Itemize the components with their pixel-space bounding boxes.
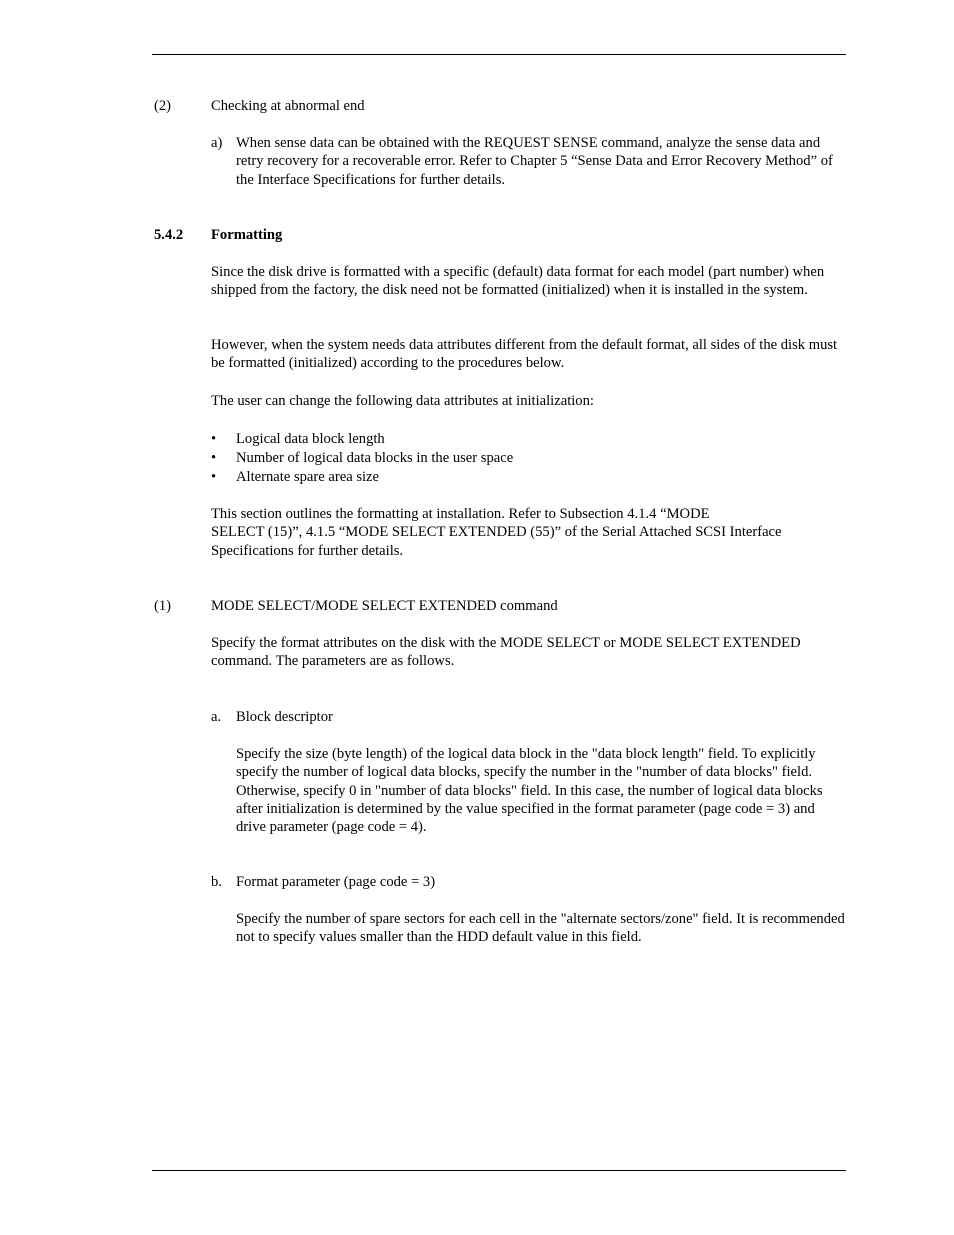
formatting-paragraph-4 [211, 505, 847, 560]
section-1-item-b-text: Specify the number of spare sectors for each cell in the "alternate sectors/zone" field. It is recommended not to specify values smaller than the HDD default value in this field. [236, 911, 845, 946]
section-1-paragraph: Specify the format attributes on the disk with the MODE SELECT or MODE SELECT EXTENDED command. The parameters are as follows. [211, 635, 801, 670]
formatting-paragraph-4-line-1: This section outlines the formatting at installation. Refer to Subsection 4.1.4 “MODE [211, 506, 710, 522]
section-2-number: (2) [154, 98, 172, 114]
section-1-item-b-label: b. [211, 874, 222, 890]
section-2-item-a-text: When sense data can be obtained with the REQUEST SENSE command, analyze the sense data and retry recovery for a recoverable error. Refer to Chapter 5 “Sense Data and Error Recovery Method” of the Interface Specifications for further details. [236, 135, 833, 188]
footer-rule [152, 1170, 846, 1171]
header-rule [152, 54, 846, 55]
bullet-item-3: Alternate spare area size [236, 469, 380, 485]
formatting-paragraph-3: The user can change the following data attributes at initialization: [211, 393, 594, 409]
section-542-title: Formatting [211, 227, 283, 243]
bullet-icon: • [211, 469, 217, 485]
bullet-icon: • [211, 431, 217, 447]
section-542-number: 5.4.2 [154, 227, 184, 243]
formatting-paragraph-4-rest: SELECT (15)”, 4.1.5 “MODE SELECT EXTENDED (55)” of the Serial Attached SCSI Interface Specifications for further details. [211, 524, 782, 559]
section-1-item-b-heading: Format parameter (page code = 3) [236, 874, 436, 890]
bullet-item-1: Logical data block length [236, 431, 385, 447]
section-1-heading: MODE SELECT/MODE SELECT EXTENDED command [211, 598, 558, 614]
section-2-item-a-label: a) [211, 135, 223, 151]
formatting-paragraph-2: However, when the system needs data attributes different from the default format, all sides of the disk must be formatted (initialized) according to the procedures below. [211, 337, 838, 372]
section-1-number: (1) [154, 598, 172, 614]
formatting-paragraph-1: Since the disk drive is formatted with a specific (default) data format for each model (part number) when shipped from the factory, the disk need not be formatted (initialized) when it is installed in the system. [211, 264, 825, 299]
section-1-item-a-heading: Block descriptor [236, 709, 333, 725]
section-2-heading: Checking at abnormal end [211, 98, 365, 114]
bullet-item-2: Number of logical data blocks in the user space [236, 450, 514, 466]
bullet-icon: • [211, 450, 217, 466]
section-1-item-a-text: Specify the size (byte length) of the logical data block in the "data block length" field. To explicitly specify the number of logical data blocks, specify the number in the "number of data blocks" field. Otherwise, specify 0 in "number of data blocks" field. In this case, the number of logical data blocks after initialization is determined by the value specified in the format parameter (page code = 3) and drive parameter (page code = 4). [236, 746, 823, 836]
section-1-item-a-label: a. [211, 709, 222, 725]
